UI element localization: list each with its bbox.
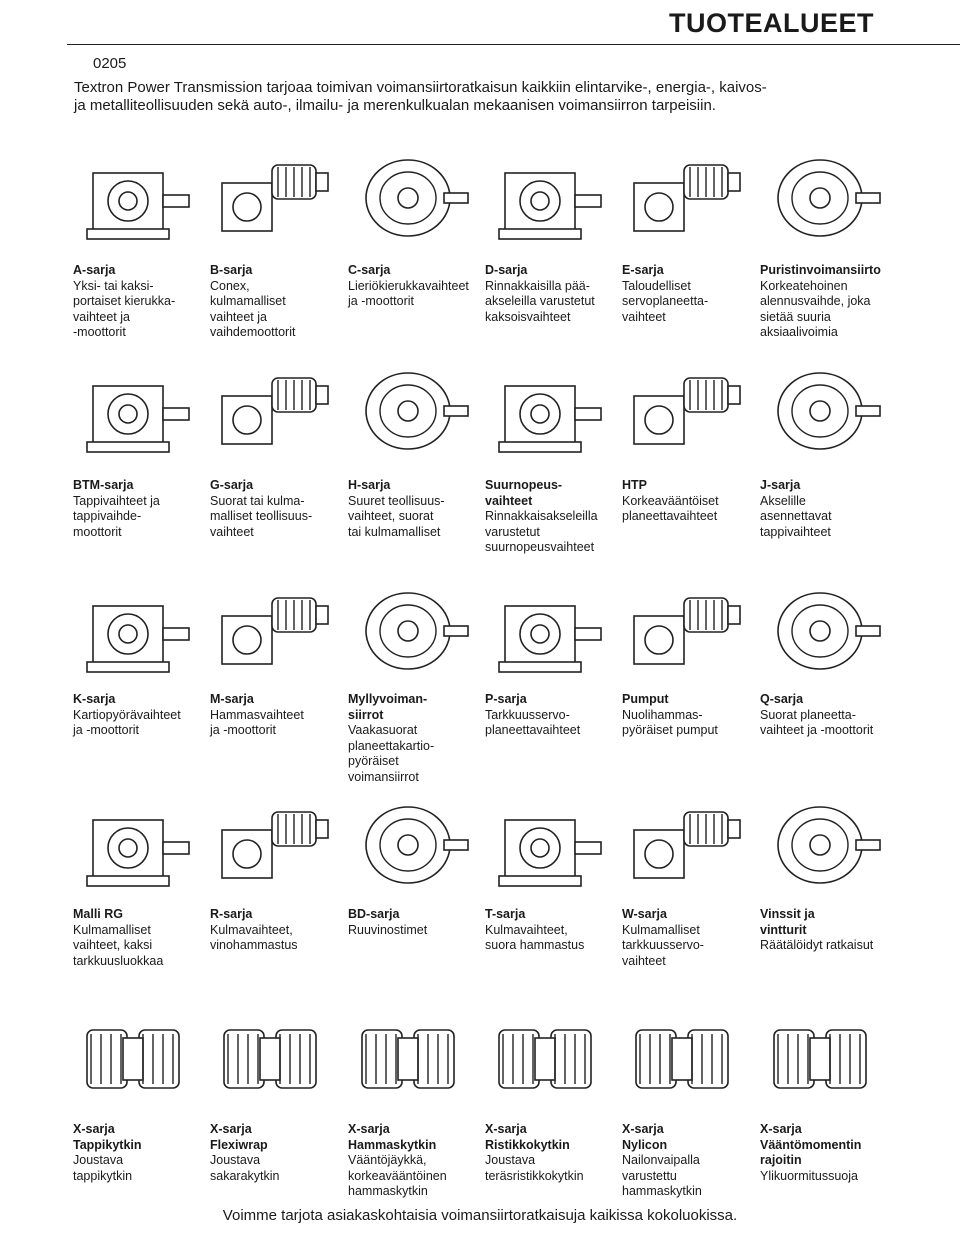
- product-description: kulmamalliset: [210, 294, 286, 309]
- product-title: Puristinvoimansiirto: [760, 263, 881, 277]
- nylon-sleeve-coupling-icon: [622, 1000, 750, 1110]
- product-description: vaihteet ja: [73, 309, 130, 324]
- screw-jack-icon: [348, 790, 476, 900]
- product-description: tai kulmamalliset: [348, 524, 441, 539]
- product-title: X-sarja: [348, 1122, 390, 1136]
- product-description: ja -moottorit: [348, 294, 414, 309]
- flexwrap-coupling-icon: [210, 1000, 338, 1110]
- product-caption: [622, 692, 762, 739]
- high-speed-gearbox-icon: [485, 356, 613, 466]
- product-description: vaihteet: [622, 309, 666, 324]
- page-title: TUOTEALUEET: [669, 8, 874, 38]
- product-caption: [622, 1122, 762, 1200]
- product-description: suora hammastus: [485, 938, 585, 953]
- product-caption: [485, 263, 625, 325]
- product-title: Suurnopeus-: [485, 478, 563, 492]
- product-description: kaksoisvaihteet: [485, 309, 571, 324]
- product-title: M-sarja: [210, 692, 254, 706]
- product-title: X-sarja: [73, 1122, 115, 1136]
- product-description: tappivaihde-: [73, 509, 142, 524]
- product-caption: [73, 263, 213, 341]
- product-description: hammaskytkin: [622, 1184, 702, 1199]
- geared-motor-icon: [210, 576, 338, 686]
- product-description: Suorat planeetta-: [760, 707, 856, 722]
- product-title: Myllyvoiman-: [348, 692, 428, 706]
- product-description: teräsristikkokytkin: [485, 1168, 584, 1183]
- product-caption: [622, 263, 762, 325]
- product-description: vaihteet, kaksi: [73, 938, 153, 953]
- product-description: vinohammastus: [210, 938, 298, 953]
- product-title: Nylicon: [622, 1137, 668, 1152]
- product-description: ja -moottorit: [73, 723, 139, 738]
- shaft-mounted-motor-icon: [73, 356, 201, 466]
- spiral-bevel-gearbox-icon: [210, 790, 338, 900]
- product-title: X-sarja: [485, 1122, 527, 1136]
- product-title: BTM-sarja: [73, 478, 134, 492]
- product-description: malliset teollisuus-: [210, 509, 313, 524]
- product-title: Vääntömomentin: [760, 1137, 862, 1152]
- product-description: voimansiirrot: [348, 769, 419, 784]
- product-title: J-sarja: [760, 478, 801, 492]
- product-caption: [760, 692, 900, 739]
- product-caption: [485, 692, 625, 739]
- product-description: akseleilla varustetut: [485, 294, 595, 309]
- crusher-drive-icon: [760, 143, 888, 253]
- product-caption: [760, 478, 900, 540]
- product-description: korkeavääntöinen: [348, 1168, 447, 1183]
- precision-servo-planetary-icon: [485, 576, 613, 686]
- product-description: tarkkuusservo-: [622, 938, 704, 953]
- large-industrial-gearbox-icon: [348, 356, 476, 466]
- product-description: vaihteet: [622, 953, 666, 968]
- product-caption: [348, 478, 488, 540]
- helical-worm-motor-icon: [348, 143, 476, 253]
- product-caption: [210, 1122, 350, 1184]
- product-caption: [210, 478, 350, 540]
- torque-limiter-icon: [760, 1000, 888, 1110]
- product-description: Kulmavaihteet,: [485, 922, 568, 937]
- industrial-gearbox-icon: [210, 356, 338, 466]
- worm-gearbox-icon: [73, 143, 201, 253]
- worm-gearbox-two-class-icon: [73, 790, 201, 900]
- product-description: Nailonvaipalla: [622, 1153, 700, 1168]
- product-description: Akselille: [760, 493, 806, 508]
- product-description: asennettavat: [760, 509, 832, 524]
- product-title: R-sarja: [210, 907, 253, 921]
- product-description: -moottorit: [73, 325, 126, 340]
- product-description: vaihteet, suorat: [348, 509, 434, 524]
- product-description: Tappivaihteet ja: [73, 493, 160, 508]
- product-description: varustettu: [622, 1168, 677, 1183]
- product-description: Kartiopyörävaihteet: [73, 707, 181, 722]
- product-description: Ruuvinostimet: [348, 922, 428, 937]
- product-description: moottorit: [73, 524, 122, 539]
- product-description: Rinnakkaisakseleilla: [485, 509, 598, 524]
- product-caption: [760, 1122, 900, 1184]
- product-title: K-sarja: [73, 692, 116, 706]
- product-description: Rinnakkaisilla pää-: [485, 278, 590, 293]
- product-caption: [485, 907, 625, 954]
- page-number: 0205: [93, 55, 127, 72]
- conex-gearbox-icon: [210, 143, 338, 253]
- product-description: tappivaihteet: [760, 524, 831, 539]
- bevel-helical-motor-icon: [73, 576, 201, 686]
- grid-coupling-icon: [485, 1000, 613, 1110]
- product-description: servoplaneetta-: [622, 294, 709, 309]
- product-caption: [760, 263, 900, 341]
- product-description: tappikytkin: [73, 1168, 133, 1183]
- gear-pump-icon: [622, 576, 750, 686]
- product-title: Tappikytkin: [73, 1137, 142, 1152]
- product-description: Korkeavääntöiset: [622, 493, 719, 508]
- product-caption: [485, 478, 625, 556]
- product-description: Conex,: [210, 278, 250, 293]
- product-title: BD-sarja: [348, 907, 400, 921]
- intro-text: [74, 79, 924, 115]
- precision-worm-gearbox-icon: [622, 790, 750, 900]
- product-description: Hammasvaihteet: [210, 707, 304, 722]
- product-title: Pumput: [622, 692, 669, 706]
- product-description: Kulmamalliset: [622, 922, 700, 937]
- product-description: tarkkuusluokkaa: [73, 953, 164, 968]
- shaft-mounted-reducer-icon: [760, 356, 888, 466]
- product-caption: [348, 1122, 488, 1200]
- double-worm-gearbox-icon: [485, 143, 613, 253]
- product-description: hammaskytkin: [348, 1184, 428, 1199]
- product-description: varustetut: [485, 524, 540, 539]
- product-description: aksiaalivoimia: [760, 325, 838, 340]
- product-description: Vaakasuorat: [348, 723, 418, 738]
- product-caption: [210, 692, 350, 739]
- product-caption: [73, 907, 213, 969]
- product-caption: [348, 692, 488, 786]
- product-description: sakarakytkin: [210, 1168, 280, 1183]
- high-torque-planetary-icon: [622, 356, 750, 466]
- product-description: vaihteet ja: [210, 309, 267, 324]
- product-description: planeettavaihteet: [622, 509, 718, 524]
- product-title: Hammaskytkin: [348, 1137, 437, 1152]
- product-description: Vääntöjäykkä,: [348, 1153, 427, 1168]
- product-description: ja -moottorit: [210, 723, 276, 738]
- gear-coupling-icon: [348, 1000, 476, 1110]
- product-description: planeettavaihteet: [485, 723, 581, 738]
- product-description: Ylikuormitussuoja: [760, 1168, 858, 1183]
- planetary-gearmotor-icon: [760, 576, 888, 686]
- product-caption: [622, 478, 762, 525]
- product-title: T-sarja: [485, 907, 526, 921]
- product-description: Kulmamalliset: [73, 922, 151, 937]
- product-caption: [73, 478, 213, 540]
- product-description: Yksi- tai kaksi-: [73, 278, 154, 293]
- product-title: rajoitin: [760, 1153, 802, 1168]
- product-description: Räätälöidyt ratkaisut: [760, 938, 874, 953]
- product-caption: [73, 1122, 213, 1184]
- product-title: vintturit: [760, 922, 807, 937]
- product-title: B-sarja: [210, 263, 253, 277]
- product-description: sietää suuria: [760, 309, 831, 324]
- product-title: Malli RG: [73, 907, 124, 921]
- product-description: Joustava: [210, 1153, 261, 1168]
- intro-line: Textron Power Transmission tarjoaa toimivan voimansiirtoratkaisun kaikkiin elintarvike-, energia-, kaivos-: [74, 79, 767, 96]
- footer-text: Voimme tarjota asiakaskohtaisia voimansiirtoratkaisuja kaikissa kokoluokissa.: [222, 1207, 738, 1224]
- product-title: Q-sarja: [760, 692, 804, 706]
- product-description: pyöräiset pumput: [622, 723, 718, 738]
- product-caption: [73, 692, 213, 739]
- product-caption: [210, 263, 350, 341]
- product-title: Vinssit ja: [760, 907, 815, 921]
- pin-coupling-icon: [73, 1000, 201, 1110]
- product-description: Tarkkuusservo-: [485, 707, 570, 722]
- product-title: E-sarja: [622, 263, 664, 277]
- product-title: Ristikkokytkin: [485, 1137, 570, 1152]
- product-description: Korkeatehoinen: [760, 278, 848, 293]
- product-description: Suorat tai kulma-: [210, 493, 305, 508]
- product-description: Suuret teollisuus-: [348, 493, 445, 508]
- product-description: Taloudelliset: [622, 278, 691, 293]
- product-title: W-sarja: [622, 907, 667, 921]
- product-description: vaihdemoottorit: [210, 325, 296, 340]
- product-description: vaihteet: [210, 524, 254, 539]
- servo-planetary-gearbox-icon: [622, 143, 750, 253]
- product-title: X-sarja: [210, 1122, 252, 1136]
- mill-drive-icon: [348, 576, 476, 686]
- product-caption: [760, 907, 900, 954]
- product-description: alennusvaihde, joka: [760, 294, 871, 309]
- product-title: D-sarja: [485, 263, 528, 277]
- product-caption: [622, 907, 762, 969]
- product-description: Kulmavaihteet,: [210, 922, 293, 937]
- product-title: P-sarja: [485, 692, 527, 706]
- product-title: A-sarja: [73, 263, 116, 277]
- product-title: HTP: [622, 478, 647, 492]
- product-title: siirrot: [348, 707, 384, 722]
- product-title: C-sarja: [348, 263, 391, 277]
- custom-solution-icon: [760, 790, 888, 900]
- product-caption: [348, 907, 488, 938]
- product-description: portaiset kierukka-: [73, 294, 176, 309]
- product-title: H-sarja: [348, 478, 391, 492]
- product-caption: [348, 263, 488, 310]
- header-rule: [67, 44, 960, 45]
- straight-bevel-gearbox-icon: [485, 790, 613, 900]
- product-description: Lieriökierukkavaihteet: [348, 278, 469, 293]
- product-description: vaihteet ja -moottorit: [760, 723, 874, 738]
- product-description: Joustava: [485, 1153, 536, 1168]
- product-description: planeettakartio-: [348, 738, 435, 753]
- product-caption: [485, 1122, 625, 1184]
- product-caption: [210, 907, 350, 954]
- product-description: suurnopeusvaihteet: [485, 540, 595, 555]
- product-title: X-sarja: [622, 1122, 664, 1136]
- intro-line: ja metalliteollisuuden sekä auto-, ilmailu- ja merenkulkualan mekaanisen voimansiirron tarpeisiin.: [74, 97, 716, 114]
- product-title: Flexiwrap: [210, 1137, 268, 1152]
- product-description: Joustava: [73, 1153, 124, 1168]
- product-description: pyöräiset: [348, 754, 399, 769]
- product-title: X-sarja: [760, 1122, 802, 1136]
- product-description: Nuolihammas-: [622, 707, 703, 722]
- product-title: G-sarja: [210, 478, 254, 492]
- product-title: vaihteet: [485, 493, 533, 508]
